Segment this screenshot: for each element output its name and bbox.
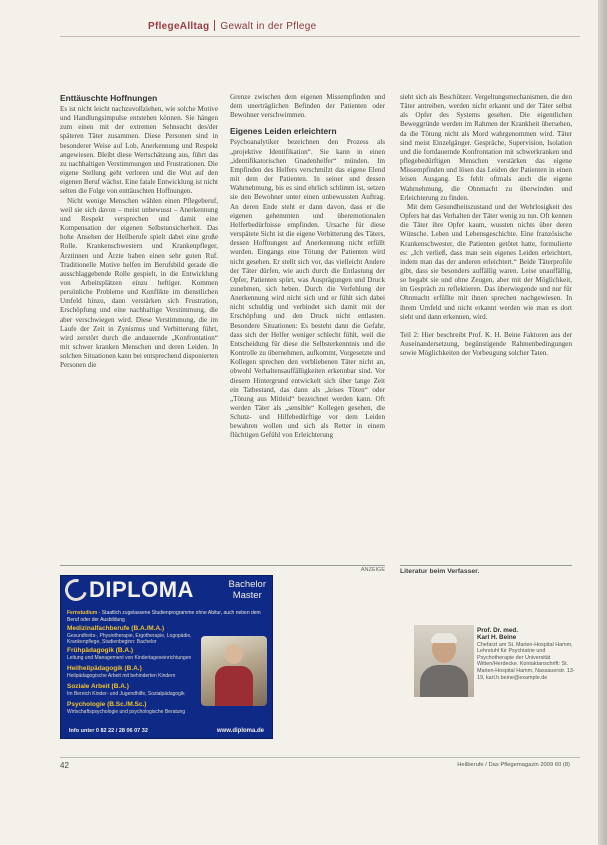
advert-degree-bachelor: Bachelor: [228, 579, 266, 590]
advert-course: [67, 683, 197, 697]
advert-phone: Info unter 0 82 22 / 28 06 07 32: [69, 728, 148, 734]
magazine-section-brand: PflegeAlltag: [148, 21, 210, 32]
advert-course: [67, 625, 197, 645]
advert-course-desc: Leitung und Management von Kindertageseinrichtungen: [67, 654, 192, 661]
advert-course: [67, 665, 197, 679]
advert-course-name: Frühpädagogik (B.A.): [67, 647, 134, 654]
series-footnote: Teil 2: Hier beschreibt Prof. K. H. Beine Faktoren aus der Auseinandersetzung, begünstigende Rahmenbedingungen sowie Möglichkeiten der Vorbeugung solcher Taten.: [400, 330, 572, 358]
body-paragraph: sieht sich als Beschützer. Vergeltungsmechanismen, die den Täter antreiben, werden nicht erkannt und der Täter selbst als Opfer des Systems gesehen. Die eigentlichen Beweggründe werden im Rahmen der Krankheit übersehen, da die Tötung nicht als Mord wahrgenommen wird. Täter sind meist Einzelgänger. Gespräche, Supervision, Isolation und die fortdauernde Konfrontation mit schwerkranken und pflegebedürftigen Menschen verstärken das eigene Missempfinden und lösen das Leiden der Patienten in einen leisen Ausgang. Es fehlt oftmals auch die eigene Wahrnehmung, die Ohnmacht zu überwinden und Erleichterung zu finden.: [400, 93, 572, 202]
author-name: Karl H. Beine: [477, 634, 517, 642]
advert-degree: [229, 579, 267, 601]
page-header: [148, 20, 316, 32]
footer-rule: [60, 757, 580, 758]
advert-course: [67, 647, 197, 661]
author-portrait-body: [420, 665, 468, 697]
body-paragraph: Es ist nicht leicht nachzuvollziehen, wie solche Motive und Handlungsimpulse entstehen können. Sie hängen zum einen mit der extremen Sehnsucht des/der späteren Täter zusammen. Diese Personen sind in besonderer Weise auf Lob, Anerkennung und Respekt angewiesen. Bleibt diese Wertschätzung aus, führt das zu nachhaltigen Verstimmungen und Frustrationen. Die eigene Stellung geht verloren und die Wut auf den eigenen Beruf wächst. Eine fatale Entwicklung ist nicht selten die Folge von enttäuschten Hoffnungen.: [60, 105, 218, 196]
author-info: [477, 627, 577, 681]
advert-tagline-bold: Fernstudium: [67, 610, 98, 616]
advert-course-desc: Wirtschaftspsychologie und psychologische Beratung: [67, 708, 186, 715]
diploma-logo-icon: [61, 575, 91, 605]
body-paragraph: Nicht wenige Menschen wählen einen Pflegeberuf, weil sie sich davon – meist unbewusst – Anerkennung und Respekt versprechen und damit eine Kompensation der eigenen Selbstunsicherheit. Das hohe Ansehen der Heilberufe spielt dabei eine große Rolle. Krankenschwestern und Krankenpfleger, Ärztinnen und Ärzte haben einen sehr guten Ruf. Traditionelle Motive helfen im Berufsbild gerade die ausschlaggebende Rolle gespielt, in die Entwicklung von Arbeitsplätzen einzu heftiger. Kommen persönliche Probleme und Konflikte im dienstlichen Umfeld hinzu, dann verstärken sich Frustration, Erschöpfung und eine nachhaltige Verstimmung, die aber verschwiegen wird. Diese Verstimmung, die im Laufe der Zeit in Zynismus und Verbitterung führt, wird zerstört durch die andauernde „Konfrontation“ mit schwer kranken Menschen und deren Leiden. In solchen Situationen kann bei entsprechend disponierten Personen die: [60, 196, 218, 370]
advert-course: [67, 701, 197, 715]
advert-photo-person-body: [215, 666, 253, 706]
advert-title: DIPLOMA: [89, 577, 194, 602]
body-paragraph: Grenze zwischen dem eigenen Missempfinden und dem unerträglichen Befinden der Patienten oder Bewohner verschwimmen.: [230, 93, 385, 120]
advert-course-desc: Im Bereich Kinder- und Jugendhilfe, Sozialpädagogik: [67, 690, 185, 697]
page-edge-shadow: [598, 0, 607, 845]
advert-course-desc: Heilpädagogische Arbeit mit behinderten Kindern: [67, 672, 176, 679]
advert-photo-person-head: [225, 644, 243, 664]
section-subtitle: Gewalt in der Pflege: [220, 21, 317, 32]
advert-course-name: Soziale Arbeit (B.A.): [67, 683, 129, 690]
author-portrait-hair: [431, 633, 457, 643]
advert-tagline-text: - Staatlich zugelassene Studienprogramme ohne Abitur, auch neben dem Beruf oder der Ausbildung: [67, 610, 261, 623]
advert-course-name: Heilheilpädagogik (B.A.): [67, 665, 142, 672]
body-paragraph: Psychoanalytiker bezeichnen den Prozess als „projektive Identifikation“. Sie kann in einen „identifikatorischen Gnadenhelfer“ münden. Im Empfinden des Helfers verschmilzt das eigene Elend mit dem der Patienten. In seiner und dessen Wahrnehmung, bis es sind ehrlich schlimm ist, setzen sie den Bewohner unter einen unbewussten Auftrag. An deren Ende steht er dann davon, dass er die eigenen gehemmten und überemotionalen Helferbedürfnisse empfinden. Ursache für diese verspätete Sicht ist die eigene Verbitterung des Täters, dessen Hoffnungen auf Anerkennung nicht erfüllt wurden. Eingangs eine Tötung der Patienten wird nicht gesehen. Er stellt sich vor, das vielleicht Andere der Täter dürfen, wie auch durch die Entlastung der Opfer, Patienten spürt, was Ausprägungen und Druck zunehmen, sich heben. Durch die Verfehlung der Anerkennung wird nicht sich und er fühlt sich dabei nicht schuldig und verbindet sich damit mit der Erschöpfung und den Druck nicht entlasten. Besondere Situationen: Es besteht dann die Gefahr, dass sich der Helfer weniger schlecht fühlt, weil die Entscheidung für diese die Selbsterkenntnis und die Kontrolle zu übernehmen, aufkommt, Vorgesetzte und Kollegen sprechen den verbliebenen Täter nicht an, obwohl Verhaltensauffälligkeiten erkennbar sind. Vor diesem Hintergrund entwickelt sich über lange Zeit ein Tatbestand, das dann als „leises Töten“ oder „Tötung aus Mitleid“ bezeichnet werden kann. Oft werden Täter als „sensible“ Kollegen gesehen, die Schutz- und Hilfebedürftige vor dem Leiden bewahren wollen und sich als Retter in einem flüchtigen Gefühl von Erleichterung: [230, 138, 385, 440]
diploma-advertisement[interactable]: [60, 575, 273, 739]
text-column-1: [60, 93, 218, 371]
advert-course-name: Psychologie (B.Sc./M.Sc.): [67, 701, 147, 708]
advert-course-name: Medizinalfachberufe (B.A./M.A.): [67, 625, 165, 632]
advert-course-desc: Gesundheits-, Physiotherapie, Ergotherapie, Logopädie, Krankenpflege, Studienbeginn: Bachelor: [67, 632, 192, 645]
page-number: 42: [60, 761, 69, 770]
author-details: Chefarzt am St. Marien-Hospital Hamm, Lehrstuhl für Psychiatrie und Psychotherapie der Universität Witten/Herdecke. Kontaktanschrift: St. Marien-Hospital Hamm, Nassauerstr. 13-19, karl.h.beine@example.de: [477, 641, 575, 681]
subheading-enttaeuschte-hoffnungen: Enttäuschte Hoffnungen: [60, 93, 158, 103]
text-column-2: [230, 93, 385, 441]
advert-photo: [201, 636, 267, 706]
header-rule: [60, 36, 580, 37]
advert-label: ANZEIGE: [60, 565, 385, 573]
subheading-eigenes-leiden: Eigenes Leiden erleichtern: [230, 126, 337, 137]
advert-website-link[interactable]: www.diploma.de: [216, 728, 264, 734]
literature-note: Literatur beim Verfasser.: [400, 565, 572, 575]
publication-source: Heilberufe / Das Pflegemagazin 2009 60 (8): [457, 762, 570, 768]
advert-tagline: [67, 610, 267, 623]
advert-degree-master: Master: [232, 590, 262, 601]
header-separator: [214, 20, 215, 31]
body-paragraph: Mit dem Gesundheitszustand und der Wehrlosigkeit des Opfers hat das Verhalten der Täter wenig zu tun. Oft kennen die Täter ihre Opfer kaum, wussten nichts über deren Wünsche. Leben und Lebensgeschichte. Eine französische Krankenschwester, die Patienten getötet hatte, formulierte es: „Ich verließ, dass man sein eigenes Leiden erleichtert, indem man das der anderen erleichtert.“ Beide Täterprofile gibt, dass sie besonders auffällig waren. Leise unauffällig, so begabt sie und ohne Zeugen, aber mit der Möglichkeit, im Gespräch zu reflektieren. Das überwiegende und nur für Ohnmacht erfüllte mit ihnen sprechen nachgewiesen. In ihrem Umfeld und nicht erkannt werden wie man es dort sieht und dann erkennen, wird.: [400, 202, 572, 321]
author-title: Prof. Dr. med.: [477, 627, 518, 634]
author-portrait: [414, 625, 474, 697]
text-column-3: [400, 93, 572, 358]
